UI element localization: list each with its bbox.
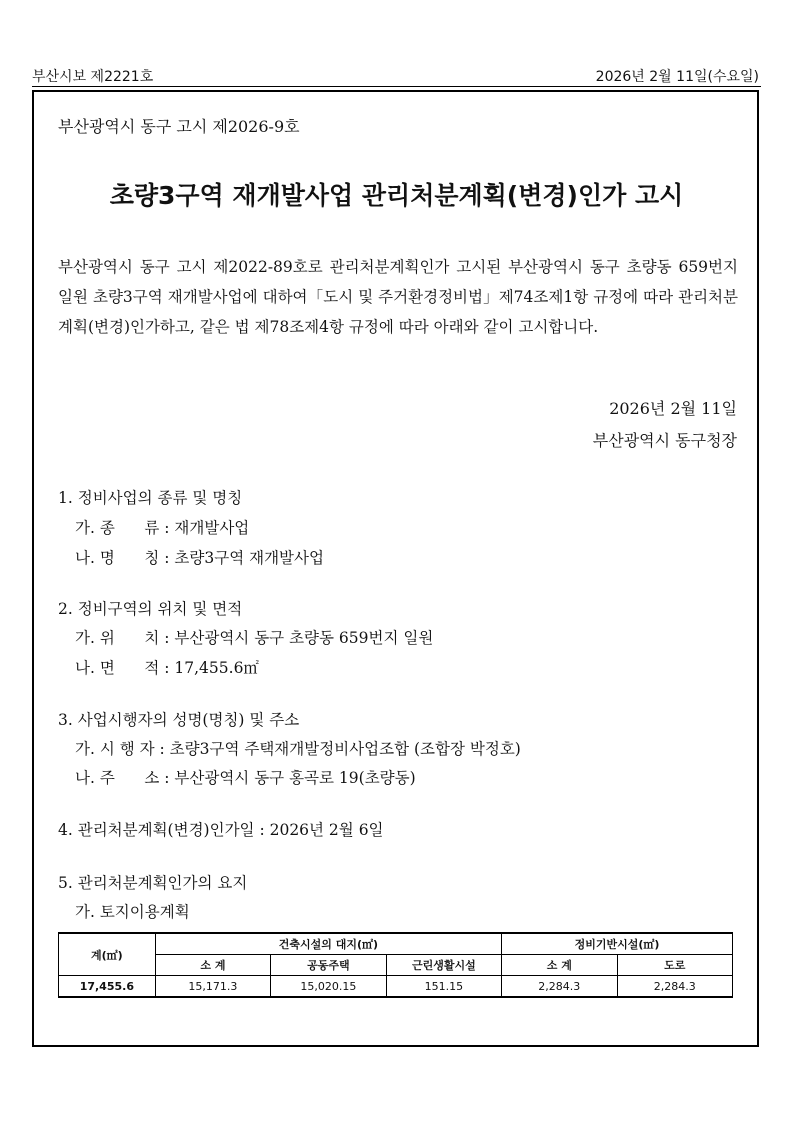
notice-number: 부산광역시 동구 고시 제2026-9호	[58, 117, 300, 136]
table-subheader-cell: 도로	[617, 955, 732, 976]
table-cell: 2,284.3	[502, 976, 617, 998]
gazette-issue: 부산시보 제2221호	[32, 69, 154, 85]
section-3-address: 나. 주 소 : 부산광역시 동구 홍곡로 19(초량동)	[75, 769, 416, 787]
table-subheader-cell: 소 계	[155, 955, 270, 976]
section-4-heading: 4. 관리처분계획(변경)인가일 : 2026년 2월 6일	[58, 821, 384, 839]
notice-body: 부산광역시 동구 고시 제2022-89호로 관리처분계획인가 고시된 부산광역시 동구 초량동 659번지 일원 초량3구역 재개발사업에 대하여「도시 및 주거환경정비법」제74조제1항 규정에 따라 관리처분계획(변경)인가하고, 같은 법 제78조제4항 규정에 따라 아래와 같이 고시합니다.	[58, 258, 738, 336]
table-cell: 2,284.3	[617, 976, 732, 998]
section-3-heading: 3. 사업시행자의 성명(명칭) 및 주소	[58, 711, 300, 729]
table-subheader-row	[59, 955, 733, 976]
section-1-type: 가. 종 류 : 재개발사업	[75, 519, 250, 537]
table-row	[59, 976, 733, 998]
notice-signer: 부산광역시 동구청장	[592, 431, 737, 450]
table-header-row	[59, 933, 733, 955]
table-subheader-cell: 근린생활시설	[386, 955, 501, 976]
table-cell: 17,455.6	[59, 976, 156, 998]
notice-date: 2026년 2월 11일	[609, 399, 737, 418]
section-1-heading: 1. 정비사업의 종류 및 명칭	[58, 489, 243, 507]
table-header-total: 계(㎡)	[59, 933, 156, 976]
table-header-infrastructure: 정비기반시설(㎡)	[502, 933, 733, 955]
header-divider	[32, 86, 761, 87]
table-subheader-cell: 소 계	[502, 955, 617, 976]
table-cell: 15,020.15	[271, 976, 387, 998]
gazette-date: 2026년 2월 11일(수요일)	[595, 69, 759, 85]
section-3-operator: 가. 시 행 자 : 초량3구역 주택재개발정비사업조합 (조합장 박정호)	[75, 740, 521, 758]
table-cell: 15,171.3	[155, 976, 270, 998]
section-2-location: 가. 위 치 : 부산광역시 동구 초량동 659번지 일원	[75, 629, 434, 647]
section-1-name: 나. 명 칭 : 초량3구역 재개발사업	[75, 549, 324, 567]
table-header-building-site: 건축시설의 대지(㎡)	[155, 933, 501, 955]
land-use-table	[58, 932, 733, 998]
section-2-heading: 2. 정비구역의 위치 및 면적	[58, 600, 243, 618]
section-2-area: 나. 면 적 : 17,455.6㎡	[75, 659, 259, 677]
section-5-landuse: 가. 토지이용계획	[75, 903, 190, 921]
table-cell: 151.15	[386, 976, 501, 998]
section-5-heading: 5. 관리처분계획인가의 요지	[58, 874, 248, 892]
table-subheader-cell: 공동주택	[271, 955, 387, 976]
page-title: 초량3구역 재개발사업 관리처분계획(변경)인가 고시	[109, 181, 684, 210]
